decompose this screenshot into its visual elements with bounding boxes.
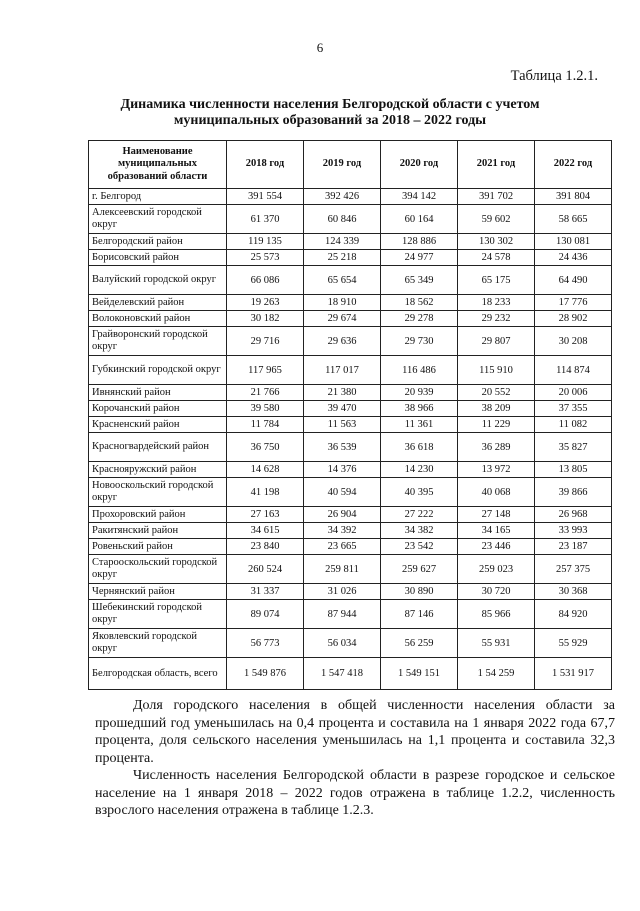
- row-value: 29 636: [304, 327, 381, 356]
- table-row: [89, 539, 612, 555]
- row-value: 117 017: [304, 356, 381, 385]
- row-value: 89 074: [227, 600, 304, 629]
- row-value: 56 034: [304, 629, 381, 658]
- row-value: 56 259: [381, 629, 458, 658]
- row-value: 117 965: [227, 356, 304, 385]
- row-value: 13 805: [535, 462, 612, 478]
- row-value: 391 702: [458, 189, 535, 205]
- row-name: Шебекинский городской округ: [89, 600, 227, 629]
- row-value: 26 968: [535, 507, 612, 523]
- row-value: 1 531 917: [535, 658, 612, 690]
- row-value: 29 730: [381, 327, 458, 356]
- row-value: 36 539: [304, 433, 381, 462]
- row-value: 36 618: [381, 433, 458, 462]
- row-value: 28 902: [535, 311, 612, 327]
- table-title: [90, 97, 570, 129]
- row-value: 119 135: [227, 234, 304, 250]
- row-name: Ровеньский район: [89, 539, 227, 555]
- table-row: [89, 205, 612, 234]
- row-value: 17 776: [535, 295, 612, 311]
- row-value: 128 886: [381, 234, 458, 250]
- table-row: [89, 417, 612, 433]
- row-value: 61 370: [227, 205, 304, 234]
- row-name: Грайворонский городской округ: [89, 327, 227, 356]
- row-value: 29 807: [458, 327, 535, 356]
- row-value: 85 966: [458, 600, 535, 629]
- row-value: 29 278: [381, 311, 458, 327]
- row-name: Прохоровский район: [89, 507, 227, 523]
- row-value: 259 811: [304, 555, 381, 584]
- row-value: 18 910: [304, 295, 381, 311]
- row-name: Белгородский район: [89, 234, 227, 250]
- row-value: 1 549 876: [227, 658, 304, 690]
- header-name: Наименование муниципальных образований области: [89, 141, 227, 189]
- table-label: Таблица 1.2.1.: [510, 68, 598, 84]
- table-row: [89, 234, 612, 250]
- row-value: 124 339: [304, 234, 381, 250]
- row-value: 59 602: [458, 205, 535, 234]
- row-value: 26 904: [304, 507, 381, 523]
- row-value: 27 222: [381, 507, 458, 523]
- row-value: 29 716: [227, 327, 304, 356]
- row-value: 34 392: [304, 523, 381, 539]
- row-value: 24 436: [535, 250, 612, 266]
- row-value: 38 966: [381, 401, 458, 417]
- row-value: 20 006: [535, 385, 612, 401]
- row-value: 40 068: [458, 478, 535, 507]
- row-value: 391 554: [227, 189, 304, 205]
- table-row: [89, 433, 612, 462]
- row-value: 34 382: [381, 523, 458, 539]
- row-name: Ивнянский район: [89, 385, 227, 401]
- row-value: 29 232: [458, 311, 535, 327]
- row-value: 257 375: [535, 555, 612, 584]
- row-value: 259 627: [381, 555, 458, 584]
- table-row: [89, 311, 612, 327]
- table-row: [89, 189, 612, 205]
- row-value: 23 542: [381, 539, 458, 555]
- table-row: [89, 478, 612, 507]
- table-row: [89, 250, 612, 266]
- row-value: 20 939: [381, 385, 458, 401]
- table-row: [89, 523, 612, 539]
- row-value: 55 929: [535, 629, 612, 658]
- row-value: 391 804: [535, 189, 612, 205]
- row-value: 392 426: [304, 189, 381, 205]
- row-value: 31 337: [227, 584, 304, 600]
- table-row: [89, 629, 612, 658]
- row-value: 27 148: [458, 507, 535, 523]
- row-value: 11 361: [381, 417, 458, 433]
- row-value: 11 784: [227, 417, 304, 433]
- table-row: [89, 295, 612, 311]
- row-name: Старооскольский городской округ: [89, 555, 227, 584]
- row-value: 19 263: [227, 295, 304, 311]
- row-value: 13 972: [458, 462, 535, 478]
- row-value: 24 977: [381, 250, 458, 266]
- row-value: 39 580: [227, 401, 304, 417]
- title-line-2: муниципальных образований за 2018 – 2022 годы: [173, 113, 487, 128]
- row-name: Корочанский район: [89, 401, 227, 417]
- row-value: 11 229: [458, 417, 535, 433]
- row-value: 40 395: [381, 478, 458, 507]
- row-value: 30 208: [535, 327, 612, 356]
- paragraph-population-reference: Численность населения Белгородской области в разрезе городское и сельское население на 1 января 2018 – 2022 годов отражена в таблице 1.2.2, численность взрослого населения отражена в таблице 1.2.3.: [95, 768, 615, 818]
- row-value: 115 910: [458, 356, 535, 385]
- row-value: 29 674: [304, 311, 381, 327]
- row-name: Валуйский городской округ: [89, 266, 227, 295]
- row-value: 18 562: [381, 295, 458, 311]
- row-name: Белгородская область, всего: [89, 658, 227, 690]
- row-value: 116 486: [381, 356, 458, 385]
- table-row: [89, 507, 612, 523]
- row-value: 130 081: [535, 234, 612, 250]
- row-value: 38 209: [458, 401, 535, 417]
- row-value: 40 594: [304, 478, 381, 507]
- row-value: 35 827: [535, 433, 612, 462]
- row-value: 25 573: [227, 250, 304, 266]
- row-value: 11 082: [535, 417, 612, 433]
- row-value: 23 446: [458, 539, 535, 555]
- row-name: Красногвардейский район: [89, 433, 227, 462]
- table-row: [89, 555, 612, 584]
- row-value: 1 54 259: [458, 658, 535, 690]
- row-value: 11 563: [304, 417, 381, 433]
- header-2021: 2021 год: [458, 141, 535, 189]
- row-value: 23 187: [535, 539, 612, 555]
- row-value: 36 289: [458, 433, 535, 462]
- row-value: 36 750: [227, 433, 304, 462]
- row-value: 24 578: [458, 250, 535, 266]
- row-name: Губкинский городской округ: [89, 356, 227, 385]
- row-value: 30 720: [458, 584, 535, 600]
- row-value: 14 230: [381, 462, 458, 478]
- row-value: 259 023: [458, 555, 535, 584]
- row-value: 1 549 151: [381, 658, 458, 690]
- row-value: 87 146: [381, 600, 458, 629]
- header-2020: 2020 год: [381, 141, 458, 189]
- row-value: 21 766: [227, 385, 304, 401]
- row-value: 65 349: [381, 266, 458, 295]
- row-value: 20 552: [458, 385, 535, 401]
- row-value: 30 182: [227, 311, 304, 327]
- row-value: 34 165: [458, 523, 535, 539]
- table-row: [89, 401, 612, 417]
- row-value: 87 944: [304, 600, 381, 629]
- row-name: Красненский район: [89, 417, 227, 433]
- row-name: г. Белгород: [89, 189, 227, 205]
- row-value: 66 086: [227, 266, 304, 295]
- row-name: Краснояружский район: [89, 462, 227, 478]
- row-value: 37 355: [535, 401, 612, 417]
- row-value: 33 993: [535, 523, 612, 539]
- row-name: Ракитянский район: [89, 523, 227, 539]
- table-row: [89, 266, 612, 295]
- row-value: 65 175: [458, 266, 535, 295]
- table-header-row: [89, 141, 612, 189]
- table-row: [89, 584, 612, 600]
- row-name: Борисовский район: [89, 250, 227, 266]
- row-value: 27 163: [227, 507, 304, 523]
- table-row: [89, 462, 612, 478]
- table-row: [89, 600, 612, 629]
- row-name: Чернянский район: [89, 584, 227, 600]
- row-value: 56 773: [227, 629, 304, 658]
- row-name: Вейделевский район: [89, 295, 227, 311]
- row-value: 25 218: [304, 250, 381, 266]
- header-2022: 2022 год: [535, 141, 612, 189]
- row-name: Яковлевский городской округ: [89, 629, 227, 658]
- row-value: 14 376: [304, 462, 381, 478]
- row-value: 55 931: [458, 629, 535, 658]
- row-value: 23 840: [227, 539, 304, 555]
- page-number: 6: [316, 40, 324, 55]
- table-row: [89, 385, 612, 401]
- row-value: 23 665: [304, 539, 381, 555]
- population-table: [88, 140, 612, 690]
- row-value: 60 846: [304, 205, 381, 234]
- row-name: Волоконовский район: [89, 311, 227, 327]
- row-value: 18 233: [458, 295, 535, 311]
- row-value: 39 470: [304, 401, 381, 417]
- row-value: 65 654: [304, 266, 381, 295]
- row-value: 84 920: [535, 600, 612, 629]
- row-value: 31 026: [304, 584, 381, 600]
- row-value: 30 368: [535, 584, 612, 600]
- header-2019: 2019 год: [304, 141, 381, 189]
- row-value: 64 490: [535, 266, 612, 295]
- row-value: 21 380: [304, 385, 381, 401]
- header-2018: 2018 год: [227, 141, 304, 189]
- row-value: 58 665: [535, 205, 612, 234]
- row-value: 394 142: [381, 189, 458, 205]
- row-value: 130 302: [458, 234, 535, 250]
- row-value: 30 890: [381, 584, 458, 600]
- row-value: 114 874: [535, 356, 612, 385]
- table-row: [89, 356, 612, 385]
- row-value: 260 524: [227, 555, 304, 584]
- row-value: 39 866: [535, 478, 612, 507]
- title-line-1: Динамика численности населения Белгородской области с учетом: [120, 97, 540, 112]
- table-row: [89, 658, 612, 690]
- row-value: 41 198: [227, 478, 304, 507]
- paragraph-urban-share: Доля городского населения в общей численности населения области за прошедший год уменьшилась на 0,4 процента и составила на 1 января 2022 года 67,7 процента, доля сельского населения уменьшилась на 1,1 процента и составила 32,3 процента.: [95, 698, 615, 766]
- row-value: 60 164: [381, 205, 458, 234]
- row-name: Алексеевский городской округ: [89, 205, 227, 234]
- row-value: 1 547 418: [304, 658, 381, 690]
- table-row: [89, 327, 612, 356]
- row-value: 14 628: [227, 462, 304, 478]
- row-name: Новооскольский городской округ: [89, 478, 227, 507]
- row-value: 34 615: [227, 523, 304, 539]
